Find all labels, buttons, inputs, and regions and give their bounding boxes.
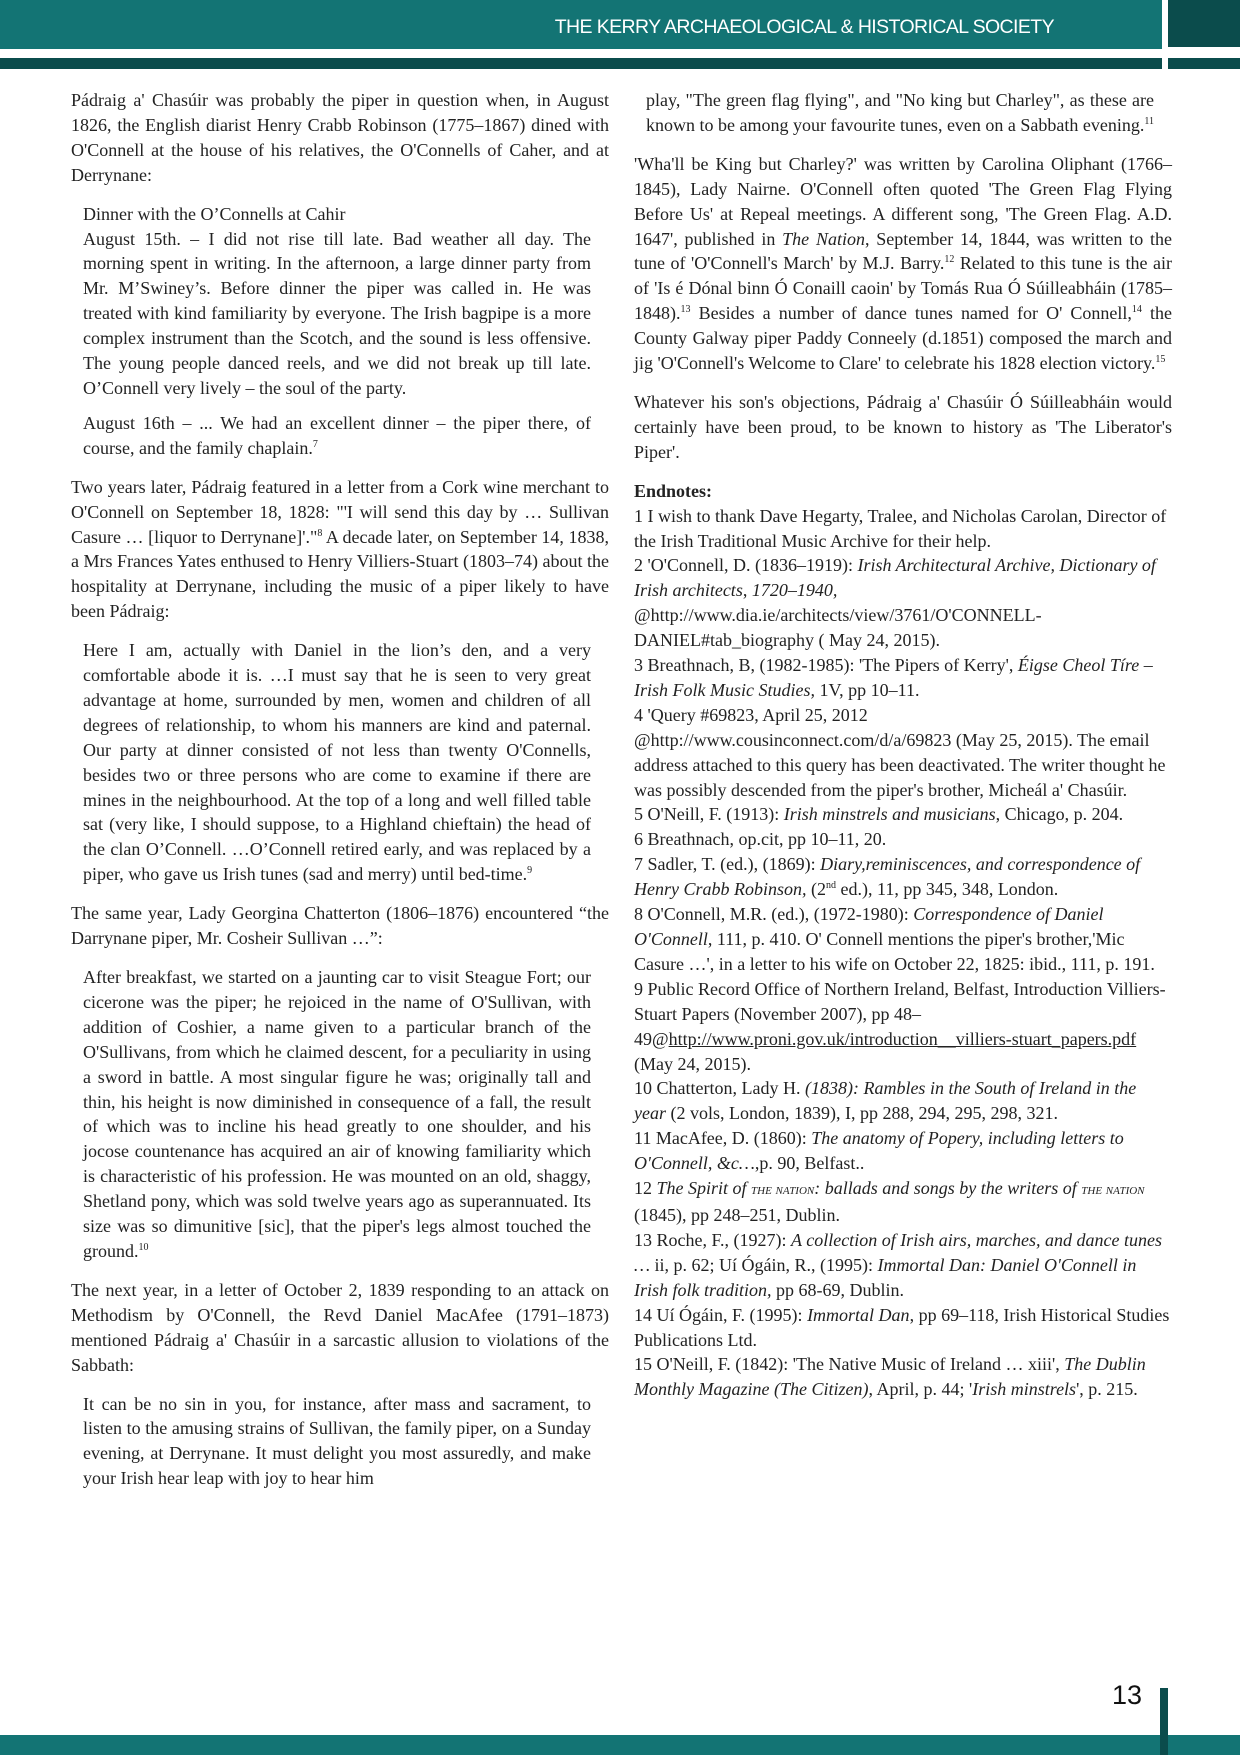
text-run: the nation: [751, 1182, 815, 1199]
text-run: 10 Chatterton, Lady H.: [634, 1078, 805, 1099]
text-run: (1845), pp 248–251, Dublin.: [634, 1204, 840, 1225]
endnote-item: [634, 827, 1172, 852]
endnote-item: [634, 553, 1172, 653]
text-run: The Dublin Monthly Magazine (The Citizen): [634, 1354, 1146, 1400]
endnote-item: [634, 1126, 1172, 1176]
text-run: Two years later, Pádraig featured in a letter from a Cork wine merchant to O'Connell on September 18, 1828: "'I will send this day by … Sullivan Casure … [liquor to Derrynane]'.": [71, 476, 609, 547]
text-run: 3 Breathnach, B, (1982-1985): 'The Pipers of Kerry',: [634, 655, 1018, 676]
text-run: http://www.proni.gov.uk/introduction__villiers-stuart_papers.pdf: [668, 1028, 1137, 1049]
text-run: 13 Roche, F., (1927):: [634, 1229, 792, 1250]
endnote-item: [634, 504, 1172, 554]
text-run: Irish minstrels and musicians: [783, 804, 996, 825]
text-run: the nation: [1081, 1182, 1145, 1199]
text-run: The next year, in a letter of October 2, 1839 responding to an attack on Methodism by O'Connell, the Revd Daniel MacAfee (1791–1873) mentioned Pádraig a' Chasúir in a sarcastic allusion to violations of the Sabbath:: [71, 1279, 609, 1375]
text-run: play, "The green flag flying", and "No king but Charley", as these are known to be among your favourite tunes, even on a Sabbath evening.: [646, 90, 1154, 135]
text-run: 4 'Query #69823, April 25, 2012 @http://www.cousinconnect.com/d/a/69823 (May 25, 2015). The email address attached to this query has been deactivated. The writer thought he was possibly descended from the piper's brother, Micheál a' Chasúir.: [634, 704, 1166, 800]
text-run: 15 O'Neill, F. (1842): 'The Native Music of Ireland … xiii',: [634, 1354, 1065, 1375]
block-quote: [83, 202, 591, 461]
header-band: [0, 0, 1162, 49]
text-run: A collection of Irish airs, marches, and dance tunes …: [634, 1229, 1162, 1275]
endnote-item: [634, 703, 1172, 803]
text-run: ', p. 215.: [1076, 1379, 1138, 1400]
endnote-item: [634, 802, 1172, 827]
left-column: [71, 88, 609, 1505]
header-rule: [0, 58, 1162, 69]
text-run: The same year, Lady Georgina Chatterton (1806–1876) encountered “the Darrynane piper, Mr. Cosheir Sullivan …”:: [71, 903, 609, 949]
text-run: , Chicago, p. 204.: [995, 804, 1124, 825]
text-run: 11 MacAfee, D. (1860):: [634, 1128, 812, 1149]
text-run: (2 vols, London, 1839), I, pp 288, 294, 295, 298, 321.: [665, 1103, 1058, 1124]
text-run: The anatomy of Popery, including letters to O'Connell, &c…: [634, 1128, 1124, 1174]
text-run: pp 68-69, Dublin.: [771, 1279, 905, 1300]
body-paragraph: [71, 901, 609, 951]
text-run: ,: [742, 580, 752, 601]
journal-title: THE KERRY ARCHAEOLOGICAL & HISTORICAL SOCIETY: [554, 16, 1054, 38]
footnote-ref: 10: [138, 1241, 149, 1253]
body-paragraph: [71, 475, 609, 624]
text-run: Irish minstrels: [972, 1379, 1077, 1400]
text-run: Dinner with the O’Connells at Cahir: [83, 203, 346, 224]
footnote-ref: 7: [312, 438, 318, 450]
block-quote: [83, 965, 591, 1264]
footnote-ref: nd: [826, 880, 836, 892]
quote-paragraph: [83, 227, 591, 401]
text-run: Whatever his son's objections, Pádraig a' Chasúir Ó Súilleabháin would certainly have been proud, to be known to history as 'The Liberator's Piper'.: [634, 391, 1172, 462]
endnote-item: [634, 902, 1172, 977]
text-run: Immortal Dan: [807, 1304, 910, 1325]
endnote-item: [634, 852, 1172, 902]
text-run: Éigse Cheol Tíre – Irish Folk Music Studies,: [634, 655, 1153, 700]
endnote-item: [634, 1228, 1172, 1303]
block-quote: [83, 1392, 591, 1492]
text-run: 7 Sadler, T. (ed.), (1869):: [634, 854, 821, 875]
endnotes-heading: Endnotes:: [634, 480, 713, 501]
text-run: 'Wha'll be King but Charley?' was written by Carolina Oliphant (1766–1845), Lady Nairne. O'Connell often quoted 'The Green Flag Flying Before Us' at Repeal meetings. A different song, 'The Green Flag. A.D. 1647', published in: [634, 153, 1172, 249]
block-quote: [646, 88, 1154, 138]
body-paragraph: [634, 152, 1172, 376]
text-run: 1 I wish to thank Dave Hegarty, Tralee, and Nicholas Carolan, Director of the Irish Traditional Music Archive for their help.: [634, 505, 1167, 551]
quote-paragraph: [83, 965, 591, 1264]
text-run: 1V, pp 10–11.: [814, 679, 920, 700]
text-run: 9 Public Record Office of Northern Ireland, Belfast, Introduction Villiers-Stuart Papers (November 2007), pp 48–49@: [634, 978, 1166, 1049]
text-run: , April, p. 44; ': [868, 1379, 973, 1400]
endnote-item: [634, 977, 1172, 1077]
text-run: Related to this tune is the air of 'Is é Dónal binn Ó Conaill caoin' by Tomás Rua Ó Súilleabháin (1785–1848).: [634, 253, 1172, 324]
footnote-ref: 13: [680, 304, 691, 316]
text-run: (1838): Rambles in the South of Ireland in the year: [634, 1078, 1137, 1124]
text-run: Diary,reminiscences, and correspondence of Henry Crabb Robinson,: [634, 854, 1141, 900]
text-run: Besides a number of dance tunes named for O' Connell,: [690, 303, 1132, 324]
text-run: , 111, p. 410. O' Connell mentions the piper's brother,'Mic Casure …', in a letter to his wife on October 22, 1825: ibid., 111, p. 191.: [634, 929, 1155, 974]
body-paragraph: [634, 390, 1172, 465]
header-corner-block: [1168, 0, 1240, 47]
text-run: A decade later, on September 14, 1838, a Mrs Frances Yates enthused to Henry Villiers-Stuart (1803–74) about the hospitality at Derrynane, including the music of a piper likely to have been Pádraig:: [71, 526, 610, 622]
text-run: : ballads and songs by the writers of: [814, 1178, 1082, 1199]
text-run: 6 Breathnach, op.cit, pp 10–11, 20.: [634, 829, 887, 850]
endnote-item: [634, 1176, 1172, 1228]
footnote-ref: 14: [1131, 304, 1142, 316]
quote-paragraph: [83, 638, 591, 887]
text-run: @http://www.dia.ie/architects/view/3761/O'CONNELL-DANIEL#tab_biography ( May 24, 2015).: [634, 605, 1042, 651]
text-run: 14 Uí Ógáin, F. (1995):: [634, 1304, 808, 1325]
text-run: 12: [634, 1178, 657, 1199]
text-run: It can be no sin in you, for instance, after mass and sacrament, to listen to the amusing strains of Sullivan, the family piper, on a Sunday evening, at Derrynane. It must delight you most assuredly, and make your Irish hear leap with joy to hear him: [83, 1393, 591, 1489]
footer-band: [0, 1735, 1240, 1755]
quote-paragraph: [83, 1392, 591, 1492]
text-run: August 15th. – I did not rise till late. Bad weather all day. The morning spent in writing. In the afternoon, a large dinner party from Mr. M’Swiney’s. Before dinner the piper was called in. He was treated with kind familiarity by everyone. The Irish bagpipe is a more complex instrument than the Scotch, and the sound is less offensive. The young people danced reels, and we did not break up till late. O’Connell very lively – the soul of the party.: [83, 228, 591, 398]
text-run: ed.), 11, pp 345, 348, London.: [836, 879, 1059, 900]
text-run: After breakfast, we started on a jaunting car to visit Steague Fort; our cicerone was the piper; he rejoiced in the name of O'Sullivan, with addition of Coshier, a name given to a particular branch of the O'Sullivans, from which he claimed descent, for a peculiarity in using a sword in battle. A most singular figure he was; originally tall and thin, his height is now diminished in consequence of a fall, the result of which was to incline his head greatly to one shoulder, and his jocose countenance has acquired an air of knowing familiarity which is characteristic of his profession. He was mounted on an old, shaggy, Shetland pony, which was sold twelve years ago as superannuated. Its size was so dimunitive [sic], that the piper's legs almost touched the ground.: [83, 967, 591, 1261]
text-run: Pádraig a' Chasúir was probably the piper in question when, in August 1826, the English diarist Henry Crabb Robinson (1775–1867) dined with O'Connell at the house of his relatives, the O'Connells of Caher, and at Derrynane:: [71, 90, 609, 185]
right-column: [634, 88, 1172, 1402]
text-run: Irish Architectural Archive, Dictionary of Irish architects: [634, 555, 1156, 601]
text-run: , pp 69–118, Irish Historical Studies Publications Ltd.: [634, 1304, 1170, 1350]
text-run: 8 O'Connell, M.R. (ed.), (1972-1980):: [634, 904, 914, 925]
text-run: Immortal Dan: Daniel O'Connell in Irish folk tradition,: [634, 1254, 1137, 1300]
endnote-item: [634, 1352, 1172, 1402]
text-run: the County Galway piper Paddy Conneely (d.1851) composed the march and jig 'O'Connell's Welcome to Clare' to celebrate his 1828 election victory.: [634, 303, 1172, 374]
text-run: 5 O'Neill, F. (1913):: [634, 804, 784, 825]
footnote-ref: 12: [944, 254, 955, 266]
text-run: 1720–1940,: [751, 580, 838, 601]
text-run: , September 14, 1844, was written to the tune of 'O'Connell's March' by M.J. Barry.: [634, 228, 1172, 274]
quote-paragraph: [83, 202, 591, 227]
text-run: ii, p. 62; Uí Ógáin, R., (1995):: [650, 1254, 878, 1275]
footer-vertical-bar: [1160, 1688, 1168, 1755]
body-paragraph: [71, 1278, 609, 1378]
text-run: August 16th – ... We had an excellent dinner – the piper there, of course, and the family chaplain.: [83, 412, 591, 458]
footnote-ref: 15: [1155, 354, 1166, 366]
endnotes: [634, 479, 1172, 1403]
endnote-item: [634, 1303, 1172, 1353]
text-run: (2: [806, 879, 826, 900]
text-run: (May 24, 2015).: [634, 1053, 751, 1074]
endnote-item: [634, 653, 1172, 703]
endnote-item: [634, 1076, 1172, 1126]
footnote-ref: 9: [527, 865, 533, 877]
block-quote: [83, 638, 591, 887]
text-run: Here I am, actually with Daniel in the lion’s den, and a very comfortable abode it is. …I must say that he is seen to very great advantage at home, surrounded by men, women and children of all degrees of relationship, to whom his manners are kind and paternal. Our party at dinner consisted of not less than twenty O'Connells, besides two or three persons who are come to examine if there are mines in the neighbourhood. At the top of a long and well filled table sat (very like, I should suppose, to a Highland chieftain) the head of the clan O’Connell. …O’Connell retired early, and was replaced by a piper, who gave us Irish tunes (sad and merry) until bed-time.: [83, 640, 591, 885]
quote-paragraph: [646, 88, 1154, 138]
text-run: ,p. 90, Belfast..: [754, 1153, 865, 1174]
page-number: 13: [1112, 1680, 1143, 1710]
text-run: Correspondence of Daniel O'Connell: [634, 904, 1104, 949]
text-run: 2 'O'Connell, D. (1836–1919):: [634, 555, 858, 576]
body-paragraph: [71, 88, 609, 188]
text-run: The Nation: [782, 228, 865, 249]
footnote-ref: 11: [1144, 115, 1155, 127]
footnote-ref: 8: [317, 527, 323, 539]
header-rule-corner: [1168, 58, 1240, 69]
quote-paragraph: [83, 411, 591, 461]
text-run: The Spirit of: [656, 1178, 752, 1199]
